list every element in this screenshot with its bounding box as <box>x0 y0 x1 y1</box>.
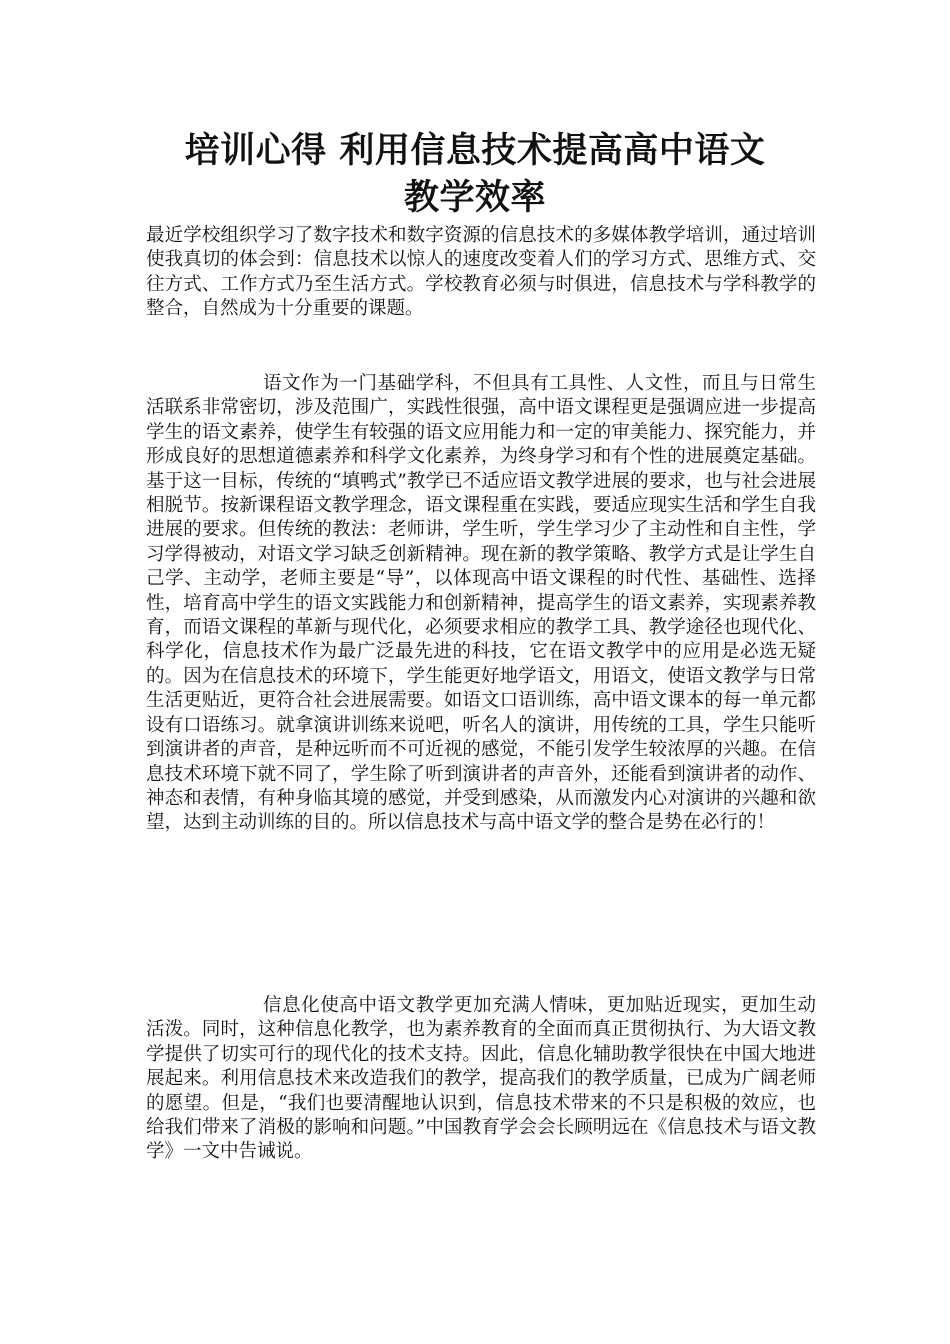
paragraph-intro: 最近学校组织学习了数字技术和数字资源的信息技术的多媒体教学培训，通过培训使我真切的体会到：信息技术以惊人的速度改变着人们的学习方式、思维方式、交往方式、工作方式乃至生活方式。学校教育必须与时俱进，信息技术与学科教学的整合，自然成为十分重要的课题。 <box>146 225 816 320</box>
document-title <box>100 128 850 222</box>
title-line-2: 教学效率 <box>403 178 546 218</box>
paragraph-informatization: 信息化使高中语文教学更加充满人情味，更加贴近现实，更加生动活泼。同时，这种信息化教学，也为素养教育的全面而真正贯彻执行、为大语文教学提供了切实可行的现代化的技术支持。因此，信息化辅助教学很快在中国大地进展起来。利用信息技术来改造我们的教学，提高我们的教学质量，已成为广阔老师的愿望。但是，“我们也要清醒地认识到，信息技术带来的不只是积极的效应，也给我们带来了消极的影响和问题。”中国教育学会会长顾明远在《信息技术与语文教学》一文中告诫说。 <box>146 995 816 1163</box>
title-line-1: 培训心得 利用信息技术提高高中语文 <box>184 131 766 171</box>
paragraph-chinese-subject: 语文作为一门基础学科，不但具有工具性、人文性，而且与日常生活联系非常密切，涉及范围广，实践性很强，高中语文课程更是强调应进一步提高学生的语文素养，使学生有较强的语文应用能力和一定的审美能力、探究能力，并形成良好的思想道德素养和科学文化素养，为终身学习和有个性的进展奠定基础。基于这一目标，传统的“填鸭式”教学已不适应语文教学进展的要求，也与社会进展相脱节。按新课程语文教学理念，语文课程重在实践，要适应现实生活和学生自我进展的要求。但传统的教法：老师讲，学生听，学生学习少了主动性和自主性，学习学得被动，对语文学习缺乏创新精神。现在新的教学策略、教学方式是让学生自己学、主动学，老师主要是“导”，以体现高中语文课程的时代性、基础性、选择性，培育高中学生的语文实践能力和创新精神，提高学生的语文素养，实现素养教育，而语文课程的革新与现代化，必须要求相应的教学工具、教学途径也现代化、科学化，信息技术作为最广泛最先进的科技，它在语文教学中的应用是必选无疑的。因为在信息技术的环境下，学生能更好地学语文，用语文，使语文教学与日常生活更贴近，更符合社会进展需要。如语文口语训练，高中语文课本的每一单元都设有口语练习。就拿演讲训练来说吧，听名人的演讲，用传统的工具，学生只能听到演讲者的声音，是种远听而不可近视的感觉，不能引发学生较浓厚的兴趣。在信息技术环境下就不同了，学生除了听到演讲者的声音外，还能看到演讲者的动作、神态和表情，有种身临其境的感觉，并受到感染，从而激发内心对演讲的兴趣和欲望，达到主动训练的目的。所以信息技术与高中语文学的整合是势在必行的！ <box>146 373 816 834</box>
